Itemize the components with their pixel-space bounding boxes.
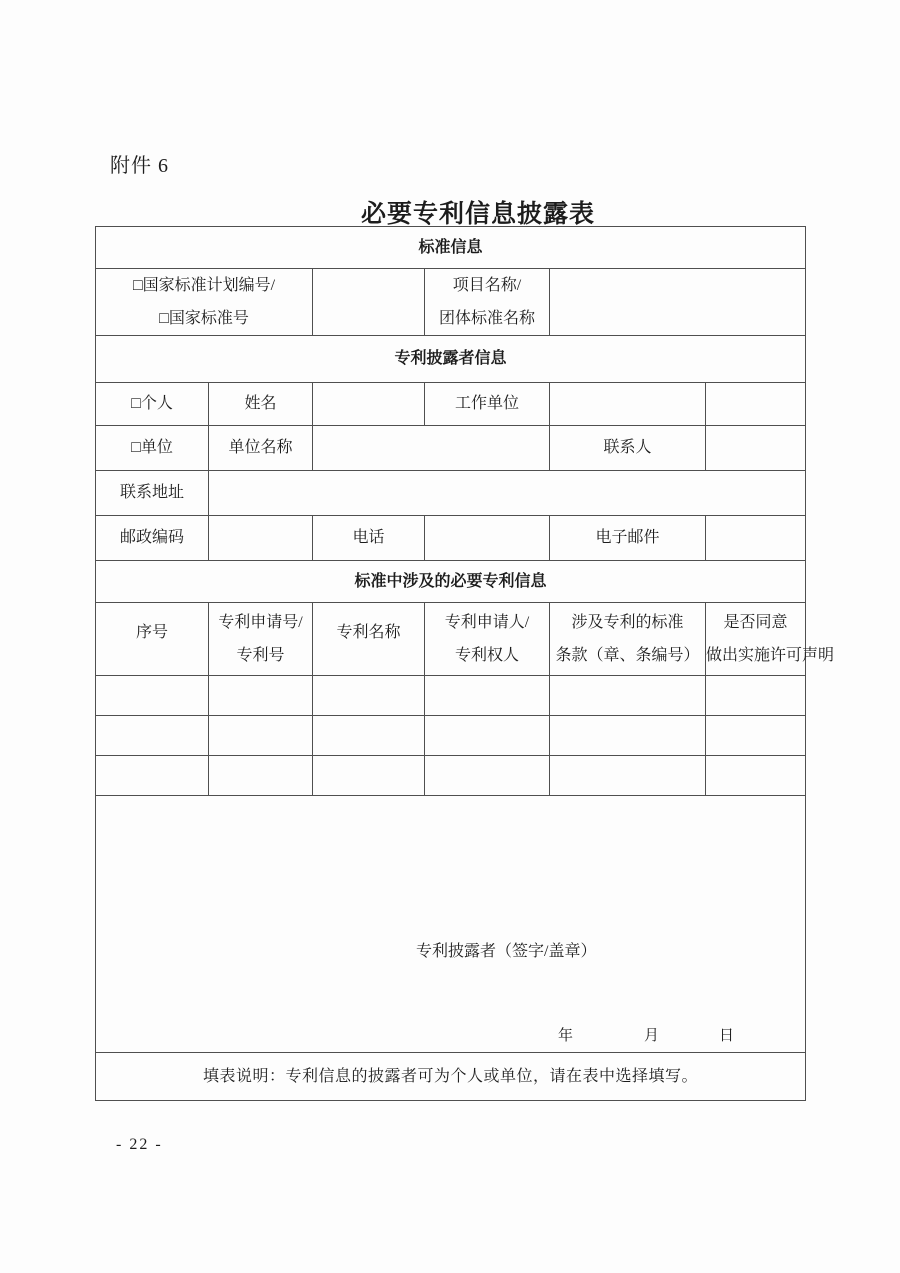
signature-area: [96, 796, 806, 1053]
project-name-label: 项目名称/: [452, 277, 522, 295]
page-title: 必要专利信息披露表: [360, 201, 595, 228]
patent-data-row: [96, 756, 806, 796]
table-row: [96, 269, 806, 336]
page-number: - 22 -: [116, 1136, 163, 1153]
table-row: [96, 796, 806, 1053]
name-value-cell: [313, 383, 425, 426]
unit-name-label: 单位名称: [209, 426, 313, 471]
address-label: 联系地址: [96, 471, 209, 516]
patent-row-cell: [550, 756, 706, 796]
col-header-patent-applicant: 专利申请人/ 专利权人: [425, 603, 550, 676]
postcode-value-cell: [209, 516, 313, 561]
form-note: 填表说明：专利信息的披露者可为个人或单位，请在表中选择填写。: [96, 1053, 806, 1101]
patent-row-cell: [209, 716, 313, 756]
national-standard-plan-number-option: □国家标准计划编号/: [132, 277, 276, 295]
patent-row-cell: [96, 716, 209, 756]
table-row: [96, 383, 806, 426]
patent-data-row: [96, 676, 806, 716]
section-header-discloser-info: 专利披露者信息: [96, 336, 806, 383]
patent-row-cell: [425, 756, 550, 796]
date-day-label: 日: [719, 1028, 735, 1044]
postcode-label: 邮政编码: [96, 516, 209, 561]
section-header-patent-info: 标准中涉及的必要专利信息: [96, 561, 806, 603]
group-standard-name-label: 团体标准名称: [438, 309, 535, 327]
col-header-patent-application-number: 专利申请号/ 专利号: [209, 603, 313, 676]
patent-row-cell: [706, 676, 806, 716]
email-label: 电子邮件: [550, 516, 706, 561]
disclosure-form-table: [95, 226, 835, 1101]
patent-row-cell: [313, 676, 425, 716]
national-standard-number-option: □国家标准号: [159, 309, 249, 327]
col-header-license-consent: 是否同意 做出实施许可声明: [706, 603, 806, 676]
email-value-cell: [706, 516, 806, 561]
project-name-value-cell: [550, 269, 806, 336]
patent-row-cell: [550, 716, 706, 756]
patent-row-cell: [209, 676, 313, 716]
col-header-standard-clauses: 涉及专利的标准 条款（章、条编号）: [550, 603, 706, 676]
patent-row-cell: [706, 756, 806, 796]
address-value-cell: [209, 471, 806, 516]
table-row: [96, 426, 806, 471]
phone-value-cell: [425, 516, 550, 561]
patent-row-cell: [96, 756, 209, 796]
patent-row-cell: [209, 756, 313, 796]
table-row: [96, 227, 806, 269]
work-unit-value-cell: [550, 383, 706, 426]
patent-row-cell: [96, 676, 209, 716]
name-label: 姓名: [209, 383, 313, 426]
work-unit-label: 工作单位: [425, 383, 550, 426]
signature-label: 专利披露者（签字/盖章）: [416, 943, 597, 960]
table-row: [96, 336, 806, 383]
patent-data-row: [96, 716, 806, 756]
patent-row-cell: [313, 716, 425, 756]
standard-number-label-cell: [96, 269, 313, 336]
col-header-serial-number: 序号: [96, 603, 209, 676]
unit-name-value-cell: [313, 426, 550, 471]
patent-row-cell: [550, 676, 706, 716]
patent-row-cell: [313, 756, 425, 796]
contact-person-value-cell: [706, 426, 806, 471]
patent-row-cell: [425, 676, 550, 716]
individual-row-extra-cell: [706, 383, 806, 426]
table-row: [96, 471, 806, 516]
individual-checkbox-option: □个人: [96, 383, 209, 426]
project-name-label-cell: [425, 269, 550, 336]
unit-checkbox-option: □单位: [96, 426, 209, 471]
col-header-patent-name: 专利名称: [313, 603, 425, 676]
section-header-standard-info: 标准信息: [96, 227, 806, 269]
date-month-label: 月: [644, 1028, 660, 1044]
contact-person-label: 联系人: [550, 426, 706, 471]
table-row: [96, 561, 806, 603]
attachment-label: 附件 6: [110, 155, 169, 177]
table-row: [96, 1053, 806, 1101]
patent-row-cell: [425, 716, 550, 756]
standard-number-value-cell: [313, 269, 425, 336]
date-year-label: 年: [558, 1028, 574, 1044]
patent-row-cell: [706, 716, 806, 756]
table-row: [96, 516, 806, 561]
table-row: [96, 603, 806, 676]
phone-label: 电话: [313, 516, 425, 561]
